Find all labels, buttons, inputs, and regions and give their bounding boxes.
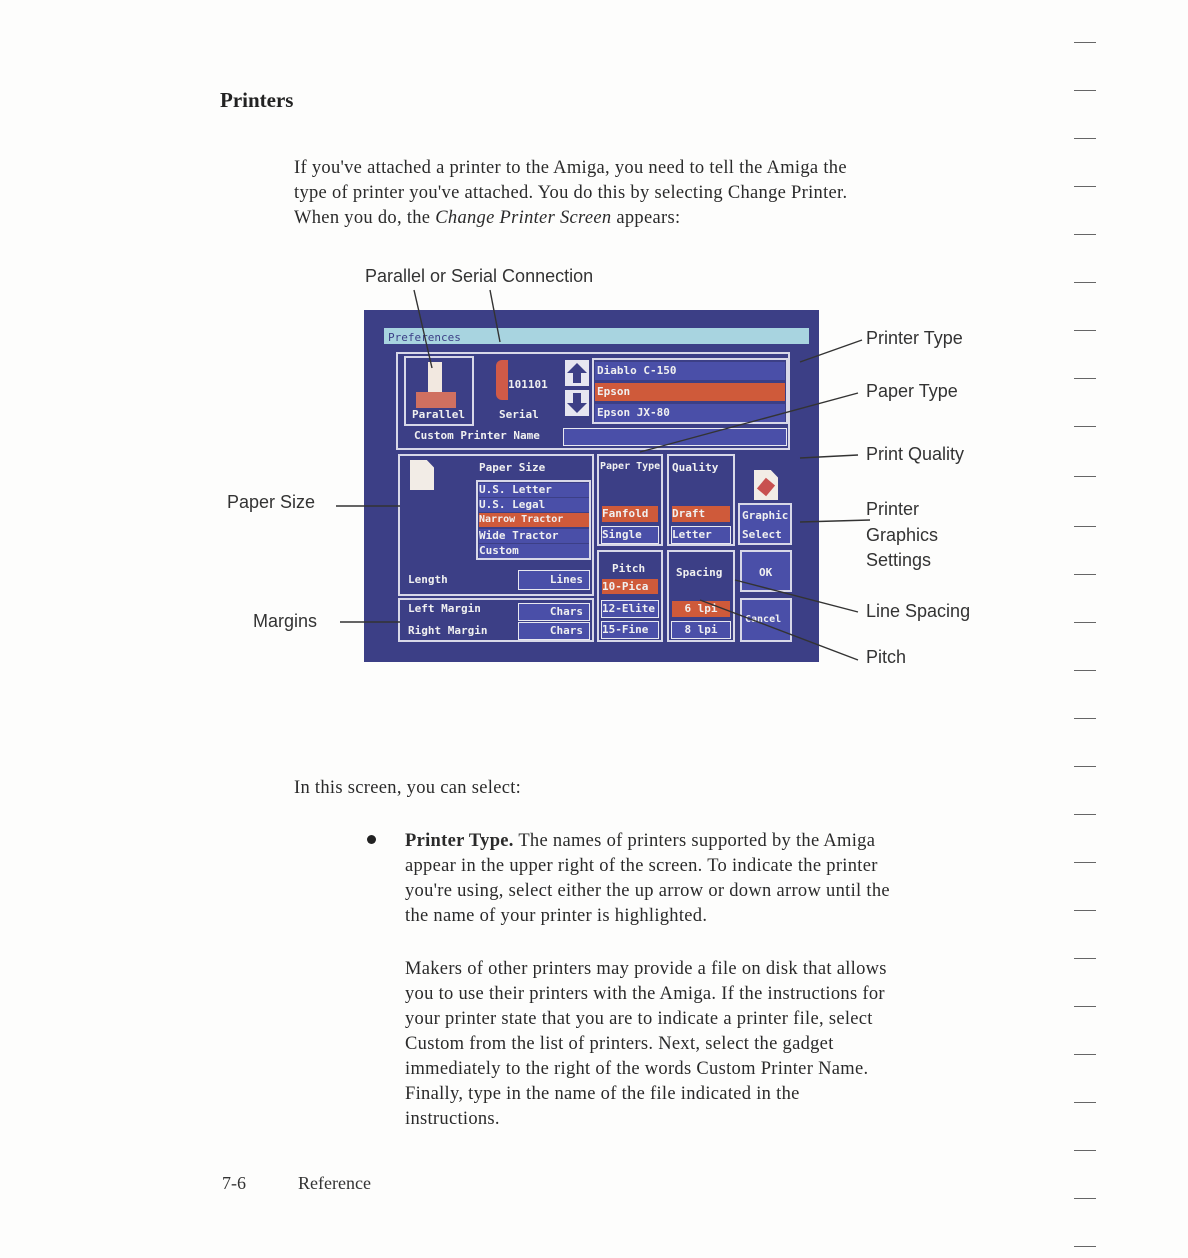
intro-line: If you've attached a printer to the Amiga, you need to tell the Amiga the — [294, 158, 847, 178]
printer-list-item[interactable]: Diablo C-150 — [595, 362, 785, 380]
length-input[interactable]: Lines — [518, 570, 590, 590]
callout-margins: Margins — [253, 611, 318, 631]
callout-printer-type: Printer Type — [866, 328, 963, 348]
paper-size-item[interactable]: Custom — [479, 544, 589, 558]
spacing-label: Spacing — [676, 566, 723, 579]
printer-list-item-selected[interactable]: Epson — [595, 383, 785, 401]
callout-paper-size: Paper Size — [227, 492, 316, 512]
left-margin-input[interactable]: Chars — [518, 603, 590, 621]
pitch-label: Pitch — [612, 562, 646, 575]
cancel-button[interactable]: Cancel — [740, 598, 792, 642]
quality-option-selected[interactable]: Draft — [672, 506, 730, 522]
callout-pitch: Pitch — [866, 647, 907, 667]
select-intro: In this screen, you can select: — [294, 778, 522, 798]
paper-size-item-selected[interactable]: Narrow Tractor — [479, 513, 589, 527]
callout-graphics-settings: Printer Graphics Settings — [866, 499, 939, 570]
custom-printer-name-label: Custom Printer Name — [414, 429, 540, 442]
intro-line: type of printer you've attached. You do this by selecting Change Printer. — [294, 183, 848, 203]
spacing-option-selected[interactable]: 6 lpi — [672, 601, 730, 617]
bullet-icon — [367, 835, 376, 844]
left-margin-label: Left Margin — [408, 602, 481, 615]
makers-paragraph: Makers of other printers may provide a file on disk that allows you to use their printers with the Amiga. If the instructions for your printer state that you are to indicate a printer file, select Custom from the list of printers. Next, select the gadget immediately to the right of the words Custom Printer Name. Finally, type in the name of the file indicated in the instructions. — [405, 959, 887, 1129]
paper-type-label: Paper Type — [600, 461, 661, 472]
baud-label: 101101 — [508, 378, 548, 391]
page-heading: Printers — [220, 88, 294, 112]
callout-line-spacing: Line Spacing — [866, 601, 971, 621]
serial-label[interactable]: Serial — [499, 408, 539, 421]
pitch-option[interactable]: 15-Fine — [602, 622, 658, 638]
right-margin-input[interactable]: Chars — [518, 622, 590, 640]
parallel-label: Parallel — [412, 408, 465, 421]
ok-button[interactable]: OK — [740, 550, 792, 592]
page-number: 7-6 — [222, 1173, 246, 1193]
printer-list-item[interactable]: Epson JX-80 — [595, 404, 785, 422]
spacing-option[interactable]: 8 lpi — [672, 622, 730, 638]
footer-section: Reference — [298, 1173, 371, 1193]
paper-size-label: Paper Size — [479, 461, 546, 474]
right-margin-label: Right Margin — [408, 624, 488, 637]
printer-type-bullet: Printer Type. The names of printers supported by the Amiga appear in the upper right of the screen. To indicate the printer you're using, select either the up arrow or down arrow until the the name of your printer is highlighted. — [405, 831, 890, 926]
graphic-select-button[interactable]: Graphic Select — [738, 503, 792, 545]
paper-type-option[interactable]: Single — [602, 527, 658, 543]
callout-connection: Parallel or Serial Connection — [365, 266, 594, 286]
paper-size-item[interactable]: U.S. Letter — [479, 483, 589, 497]
paper-size-item[interactable]: Wide Tractor — [479, 529, 589, 543]
pitch-option-selected[interactable]: 10-Pica — [602, 579, 658, 594]
paper-type-option-selected[interactable]: Fanfold — [602, 506, 658, 522]
callout-print-quality: Print Quality — [866, 444, 965, 464]
quality-option[interactable]: Letter — [672, 527, 730, 543]
quality-label: Quality — [672, 461, 719, 474]
pitch-option[interactable]: 12-Elite — [602, 601, 658, 617]
paper-size-item[interactable]: U.S. Legal — [479, 498, 589, 512]
screen-title-bar: Preferences — [384, 328, 809, 344]
callout-paper-type: Paper Type — [866, 381, 958, 401]
length-label: Length — [408, 573, 448, 586]
intro-line: When you do, the Change Printer Screen appears: — [294, 208, 681, 228]
